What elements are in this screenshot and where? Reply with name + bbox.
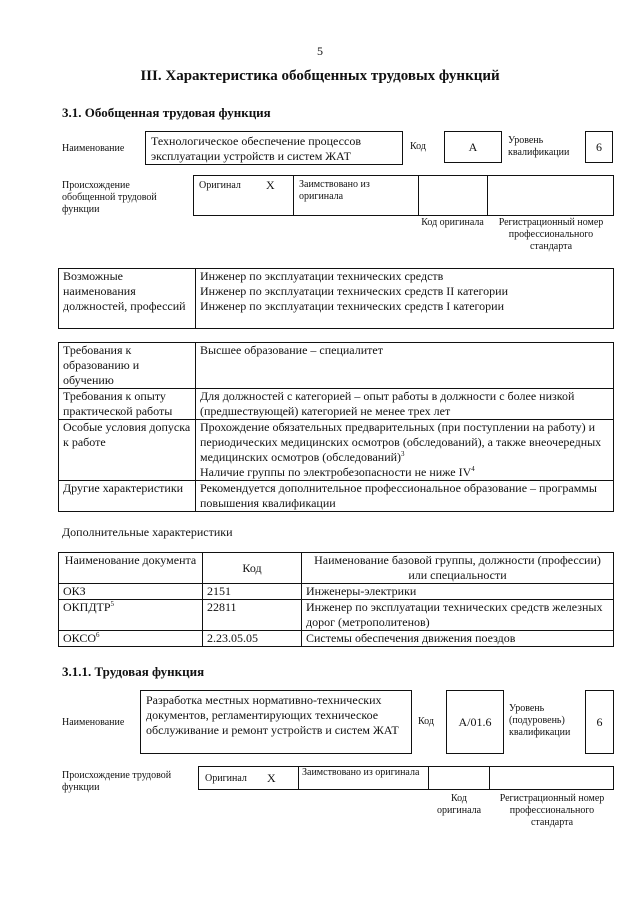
divider <box>293 175 294 216</box>
req-education-value: Высшее образование – специалитет <box>196 343 614 389</box>
req-other-value: Рекомендуется дополнительное профессиональное образование – программы повышения квалификации <box>196 481 614 512</box>
tf-original-label: Оригинал <box>205 773 247 784</box>
req-conditions-text-2: Наличие группы по электробезопасности не ниже IV <box>200 465 472 479</box>
footnote-ref: 6 <box>96 631 100 639</box>
req-conditions-label: Особые условия допуска к работе <box>59 420 196 481</box>
tf-reg-number-label: Регистрационный номер профессионального стандарта <box>499 793 605 828</box>
gtf-name-value: Технологическое обеспечение процессов эксплуатации устройств и систем ЖАТ <box>145 131 403 165</box>
req-conditions-text: Прохождение обязательных предварительных (при поступлении на работу) и периодических медицинских осмотров (обследований), а также внеочередных медицинских осмотров (обследований) <box>200 420 602 464</box>
position-item: Инженер по эксплуатации технических средств II категории <box>200 284 508 298</box>
req-experience-value: Для должностей с категорией – опыт работы в должности с более низкой (предшествующей) категорией не менее трех лет <box>196 389 614 420</box>
extra-header-name: Наименование базовой группы, должности (профессии) или специальности <box>302 553 614 584</box>
gtf-original-mark: X <box>266 178 275 192</box>
gtf-origin-table <box>193 175 614 216</box>
tf-code-value: A/01.6 <box>446 690 504 754</box>
position-item: Инженер по эксплуатации технических средств <box>200 269 444 283</box>
req-conditions-value <box>196 420 614 481</box>
requirements-table <box>58 342 614 512</box>
footnote-ref: 4 <box>471 465 475 473</box>
table-row <box>59 600 614 631</box>
tf-original-mark: X <box>267 771 276 785</box>
footnote-ref: 3 <box>401 450 405 458</box>
divider <box>298 766 299 790</box>
extra-doc <box>59 584 203 600</box>
gtf-borrowed-label: Заимствовано из оригинала <box>299 179 370 202</box>
position-item: Инженер по эксплуатации технических средств I категории <box>200 299 505 313</box>
positions-list <box>196 269 614 329</box>
extra-name: Инженер по эксплуатации технических средств железных дорог (метрополитенов) <box>302 600 614 631</box>
tf-origin-label: Происхождение трудовой функции <box>62 770 172 793</box>
positions-table <box>58 268 614 329</box>
gtf-code-label: Код <box>410 141 426 152</box>
divider <box>428 766 429 790</box>
extra-name: Системы обеспечения движения поездов <box>302 631 614 647</box>
extra-doc <box>59 600 203 631</box>
gtf-level-label: Уровень квалификации <box>508 135 570 158</box>
gtf-code-value: A <box>444 131 502 163</box>
extra-header-code: Код <box>203 553 302 584</box>
req-education-label: Требования к образованию и обучению <box>59 343 196 389</box>
gtf-origin-label: Происхождение обобщенной трудовой функции <box>62 180 157 215</box>
extra-code: 2151 <box>203 584 302 600</box>
section-title: III. Характеристика обобщенных трудовых функций <box>140 68 500 84</box>
tf-level-label: Уровень (подуровень) квалификации <box>509 703 571 738</box>
tf-name-value: Разработка местных нормативно-технических документов, регламентирующих техническое обслуживание и ремонт устройств и систем ЖАТ <box>140 690 412 754</box>
table-row <box>59 584 614 600</box>
tf-name-label: Наименование <box>62 717 125 728</box>
extra-code: 22811 <box>203 600 302 631</box>
extra-code: 2.23.05.05 <box>203 631 302 647</box>
table-row <box>59 631 614 647</box>
tf-code-original-label: Код оригинала <box>436 793 482 816</box>
gtf-code-original-label: Код оригинала <box>421 217 484 228</box>
extra-doc-text: ОКСО <box>63 631 97 645</box>
extra-doc-text: ОКЗ <box>63 584 86 598</box>
divider <box>418 175 419 216</box>
footnote-ref: 5 <box>110 600 115 608</box>
gtf-level-value: 6 <box>585 131 613 163</box>
divider <box>489 766 490 790</box>
tf-heading: 3.1.1. Трудовая функция <box>62 664 205 679</box>
tf-code-label: Код <box>418 716 434 727</box>
gtf-reg-number-label: Регистрационный номер профессионального стандарта <box>498 217 604 252</box>
positions-label: Возможные наименования должностей, профессий <box>59 269 196 329</box>
req-experience-label: Требования к опыту практической работы <box>59 389 196 420</box>
extra-name: Инженеры-электрики <box>302 584 614 600</box>
tf-borrowed-label: Заимствовано из оригинала <box>302 767 420 778</box>
gtf-original-label: Оригинал <box>199 180 241 191</box>
gtf-heading: 3.1. Обобщенная трудовая функция <box>62 105 271 120</box>
extra-doc-text: ОКПДТР <box>63 600 111 614</box>
req-other-label: Другие характеристики <box>59 481 196 512</box>
gtf-name-label: Наименование <box>62 143 125 154</box>
extra-header-doc: Наименование документа <box>59 553 203 584</box>
divider <box>487 175 488 216</box>
page-number: 5 <box>317 44 323 58</box>
extra-heading: Дополнительные характеристики <box>62 525 233 539</box>
extra-doc <box>59 631 203 647</box>
extra-table <box>58 552 614 647</box>
tf-level-value: 6 <box>585 690 614 754</box>
